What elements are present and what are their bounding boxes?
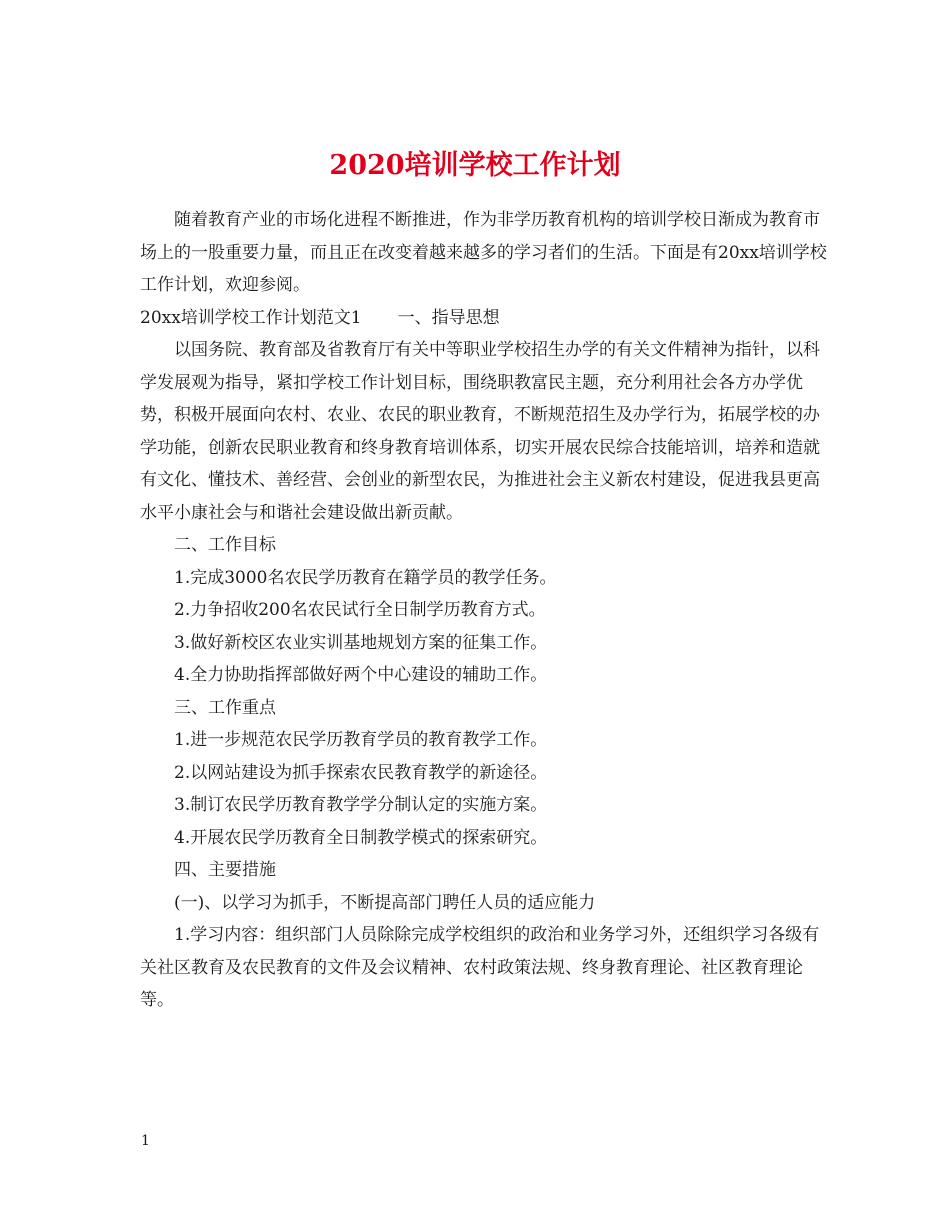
intro-paragraph: 随着教育产业的市场化进程不断推进，作为非学历教育机构的培训学校日渐成为教育市场上的一股重要力量，而且正在改变着越来越多的学习者们的生活。下面是有20xx培训学校工作计划，欢迎参阅。 <box>140 210 827 295</box>
page-number: 1 <box>141 1133 150 1149</box>
section-guiding-thought: 一、指导思想 <box>397 307 500 328</box>
section-work-goals: 二、工作目标 <box>174 535 276 555</box>
sample-title-line <box>140 302 830 335</box>
section-work-focus: 三、工作重点 <box>174 697 276 718</box>
goal-item-3: 3.做好新校区农业实训基地规划方案的征集工作。 <box>174 632 548 653</box>
focus-item-2: 2.以网站建设为抓手探索农民教育教学的新途径。 <box>174 762 548 783</box>
focus-item-4: 4.开展农民学历教育全日制教学模式的探索研究。 <box>174 827 548 848</box>
sample-title: 20xx培训学校工作计划范文1 <box>140 307 362 328</box>
focus-item-3: 3.制订农民学历教育教学学分制认定的实施方案。 <box>174 795 548 815</box>
study-content-paragraph: 1.学习内容：组织部门人员除除完成学校组织的政治和业务学习外，还组织学习各级有关社区教育及农民教育的文件及会议精神、农村政策法规、终身教育理论、社区教育理论等。 <box>140 925 820 1010</box>
document-title: 2020培训学校工作计划 <box>329 150 621 182</box>
goal-item-4: 4.全力协助指挥部做好两个中心建设的辅助工作。 <box>174 665 548 685</box>
section-main-measures: 四、主要措施 <box>174 860 276 880</box>
guiding-thought-paragraph: 以国务院、教育部及省教育厅有关中等职业学校招生办学的有关文件精神为指针，以科学发展观为指导，紧扣学校工作计划目标，围绕职教富民主题，充分利用社会各方办学优势，积极开展面向农村、农业、农民的职业教育，不断规范招生及办学行为，拓展学校的办学功能，创新农民职业教育和终身教育培训体系，切实开展农民综合技能培训，培养和造就有文化、懂技术、善经营、会创业的新型农民，为推进社会主义新农村建设，促进我县更高水平小康社会与和谐社会建设做出新贡献。 <box>140 340 820 523</box>
goal-item-2: 2.力争招收200名农民试行全日制学历教育方式。 <box>174 600 546 620</box>
document-body <box>140 204 830 1017</box>
focus-item-1: 1.进一步规范农民学历教育学员的教育教学工作。 <box>174 730 548 750</box>
goal-item-1: 1.完成3000名农民学历教育在籍学员的教学任务。 <box>174 567 557 588</box>
measure-subheading: (一)、以学习为抓手，不断提高部门聘任人员的适应能力 <box>174 892 596 913</box>
